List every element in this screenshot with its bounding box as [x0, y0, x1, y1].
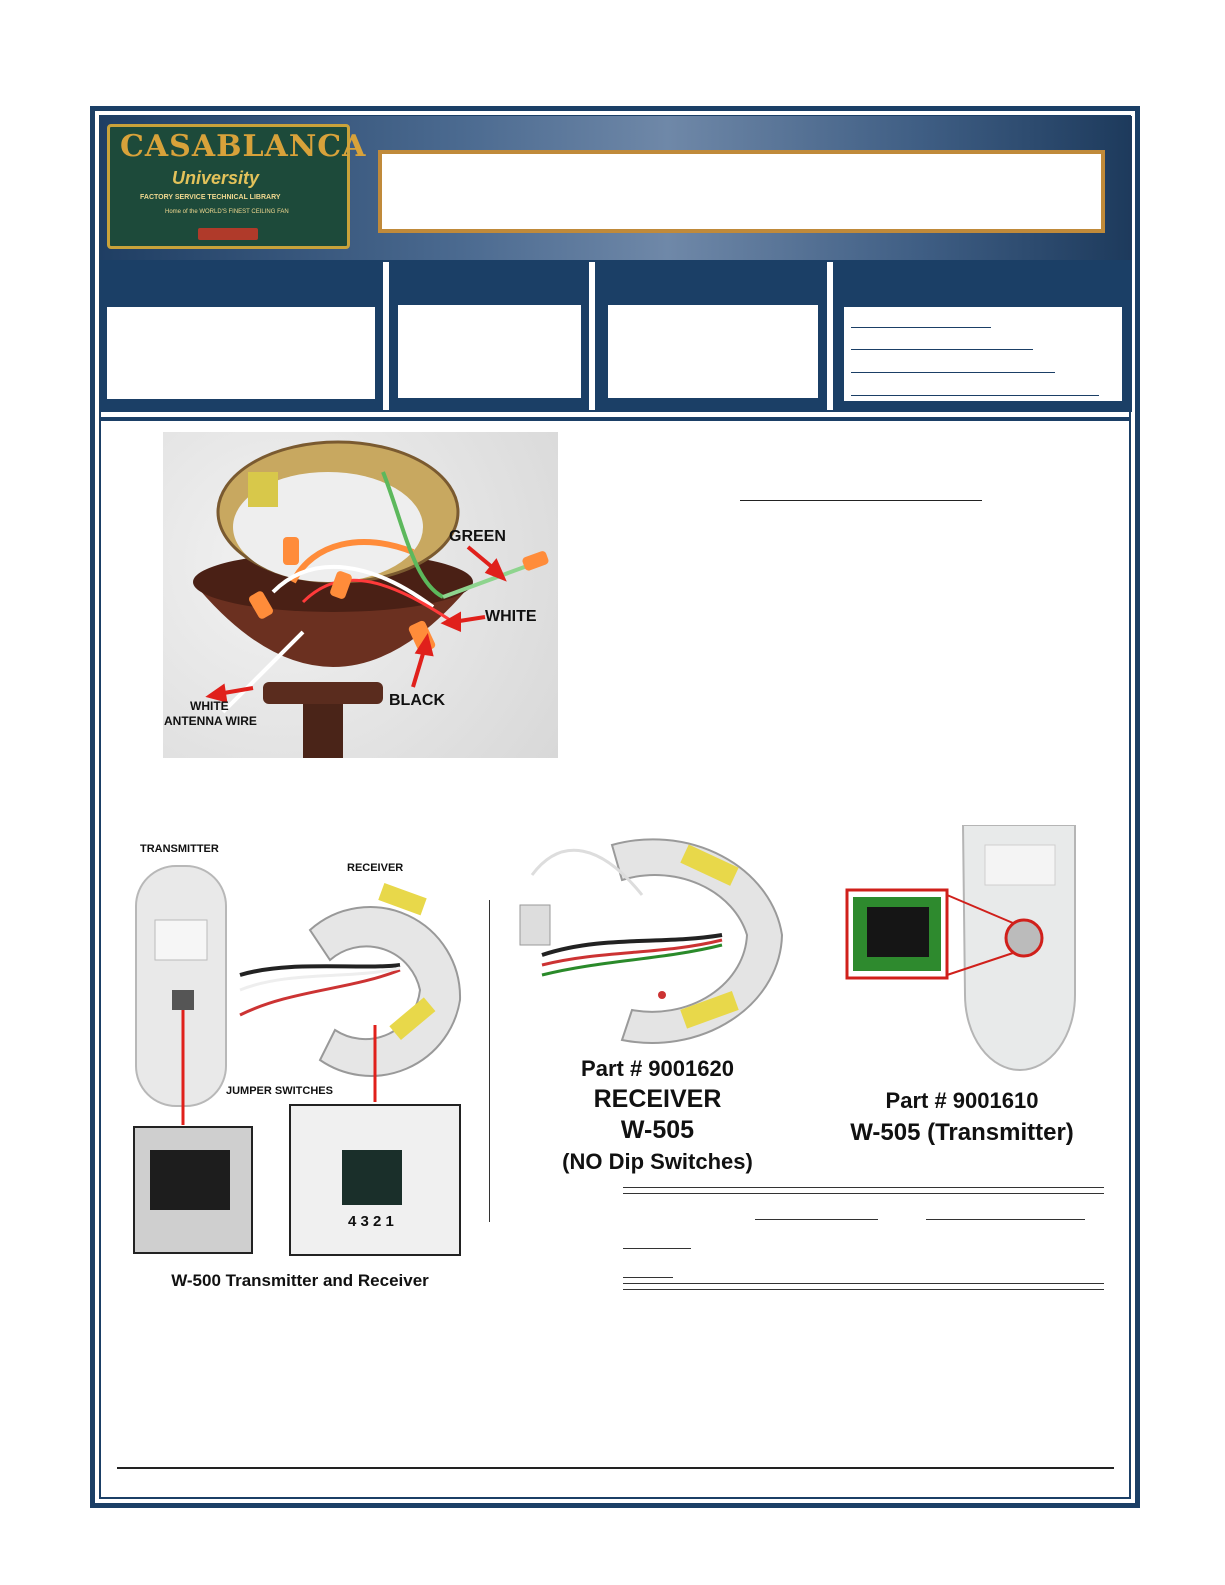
transmitter-illustration	[845, 825, 1080, 1080]
logo-tagline-2: Home of the WORLD'S FINEST CEILING FAN	[165, 209, 289, 215]
logo-subtitle: University	[172, 168, 260, 188]
rule-line	[623, 1283, 1104, 1284]
receiver-model: W-505	[620, 1116, 695, 1144]
casablanca-university-logo	[107, 124, 367, 249]
link-underline[interactable]	[623, 1277, 673, 1278]
receiver-illustration	[512, 825, 792, 1050]
info-row	[100, 260, 1132, 412]
transmitter-model: W-505 (Transmitter)	[850, 1119, 1074, 1146]
w500-caption: W-500 Transmitter and Receiver	[171, 1271, 429, 1290]
label-jumper-switches: JUMPER SWITCHES	[226, 1085, 333, 1097]
info-cell-links	[844, 307, 1122, 401]
logo-badge	[198, 228, 258, 240]
label-green: GREEN	[449, 528, 506, 545]
label-transmitter: TRANSMITTER	[140, 843, 219, 855]
receiver-part-number: Part # 9001620	[581, 1056, 734, 1081]
column-divider	[827, 262, 833, 410]
label-receiver: RECEIVER	[347, 862, 404, 874]
heading-underline	[740, 500, 982, 501]
receiver-label: RECEIVER	[593, 1085, 722, 1113]
info-cell-3	[608, 305, 818, 398]
link-underline-3[interactable]	[851, 372, 1055, 373]
logo-brand: CASABLANCA	[120, 129, 367, 164]
rule-line	[623, 1187, 1104, 1188]
label-white: WHITE	[485, 608, 537, 625]
link-underline[interactable]	[755, 1219, 878, 1220]
rule-line	[623, 1193, 1104, 1194]
w505-receiver-photo	[512, 825, 792, 1050]
info-cell-2	[398, 305, 581, 398]
footer-rule	[117, 1467, 1114, 1469]
transmitter-part-number: Part # 9001610	[885, 1088, 1039, 1113]
link-underline-1[interactable]	[851, 327, 991, 328]
transmitter-caption	[817, 1085, 1107, 1149]
column-divider	[589, 262, 595, 410]
vertical-divider	[489, 900, 490, 1222]
link-underline-4[interactable]	[851, 395, 1099, 396]
label-antenna-1: WHITE	[190, 699, 229, 713]
label-digits: 4 3 2 1	[348, 1213, 394, 1230]
receiver-note: (NO Dip Switches)	[562, 1149, 753, 1174]
w505-transmitter-photo	[845, 825, 1080, 1080]
label-black: BLACK	[389, 692, 445, 709]
w500-illustration	[130, 830, 470, 1260]
link-underline[interactable]	[926, 1219, 1085, 1220]
info-cell-1	[107, 307, 375, 399]
link-underline-2[interactable]	[851, 349, 1033, 350]
document-title-box	[378, 150, 1105, 233]
w500-figure	[130, 830, 470, 1260]
logo-tagline: FACTORY SERVICE TECHNICAL LIBRARY	[140, 194, 281, 201]
column-divider	[383, 262, 389, 410]
receiver-caption	[520, 1053, 795, 1177]
link-underline[interactable]	[623, 1248, 691, 1249]
label-antenna-2: ANTENNA WIRE	[164, 714, 257, 728]
rule-line	[623, 1289, 1104, 1290]
wiring-photo	[163, 432, 558, 758]
section-separator	[100, 417, 1130, 421]
